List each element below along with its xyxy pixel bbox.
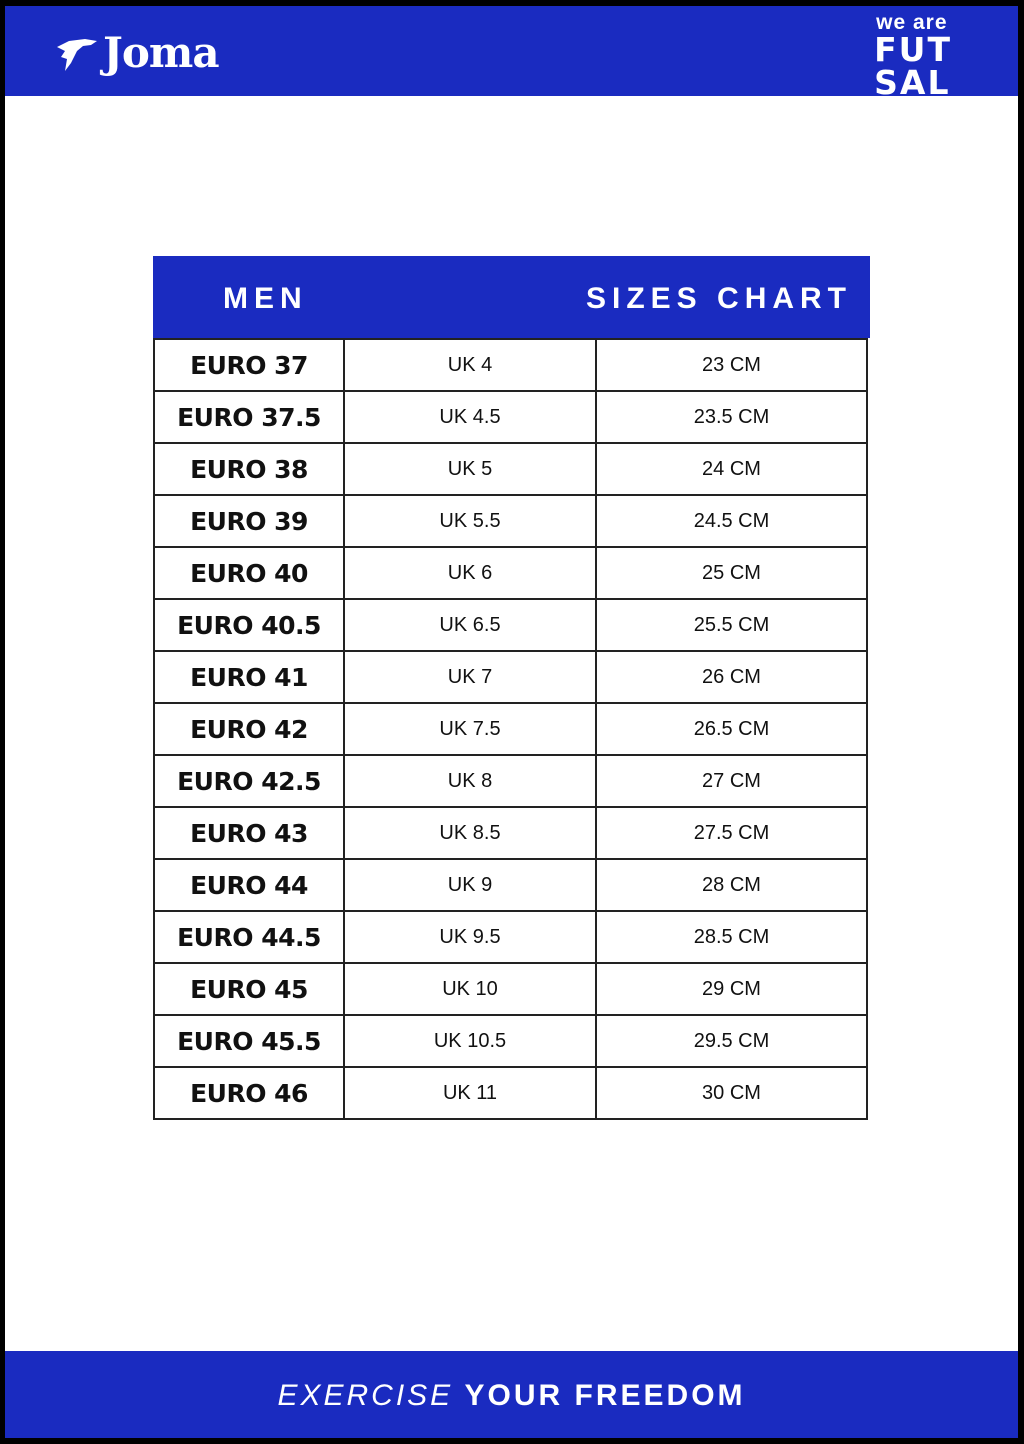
uk-size-cell: UK 8 — [344, 755, 596, 807]
cm-length-cell: 28.5 CM — [596, 911, 867, 963]
we-are-futsal-logo — [874, 11, 952, 102]
table-row — [154, 391, 867, 443]
tagline-your-freedom: YOUR FREEDOM — [464, 1379, 746, 1412]
euro-size-cell: EURO 45.5 — [154, 1015, 344, 1067]
euro-size-cell: EURO 40.5 — [154, 599, 344, 651]
uk-size-cell: UK 8.5 — [344, 807, 596, 859]
cm-length-cell: 30 CM — [596, 1067, 867, 1119]
table-row — [154, 651, 867, 703]
uk-size-cell: UK 9.5 — [344, 911, 596, 963]
slogan-we-are: we are — [876, 11, 948, 34]
uk-size-cell: UK 10 — [344, 963, 596, 1015]
euro-size-cell: EURO 44 — [154, 859, 344, 911]
joma-panther-icon — [55, 33, 99, 73]
euro-size-cell: EURO 37.5 — [154, 391, 344, 443]
uk-size-cell: UK 7.5 — [344, 703, 596, 755]
slogan-sal: SAL — [874, 63, 951, 102]
uk-size-cell: UK 4 — [344, 339, 596, 391]
euro-size-cell: EURO 41 — [154, 651, 344, 703]
joma-logo — [55, 28, 219, 78]
euro-size-cell: EURO 44.5 — [154, 911, 344, 963]
table-row — [154, 911, 867, 963]
size-table — [153, 338, 868, 1120]
cm-length-cell: 25.5 CM — [596, 599, 867, 651]
cm-length-cell: 26 CM — [596, 651, 867, 703]
table-row — [154, 495, 867, 547]
uk-size-cell: UK 6.5 — [344, 599, 596, 651]
cm-length-cell: 24 CM — [596, 443, 867, 495]
table-row — [154, 807, 867, 859]
euro-size-cell: EURO 38 — [154, 443, 344, 495]
euro-size-cell: EURO 40 — [154, 547, 344, 599]
cm-length-cell: 27.5 CM — [596, 807, 867, 859]
cm-length-cell: 29 CM — [596, 963, 867, 1015]
cm-length-cell: 23 CM — [596, 339, 867, 391]
euro-size-cell: EURO 46 — [154, 1067, 344, 1119]
size-chart-page — [5, 6, 1018, 1438]
euro-size-cell: EURO 42.5 — [154, 755, 344, 807]
table-row — [154, 859, 867, 911]
uk-size-cell: UK 6 — [344, 547, 596, 599]
table-row — [154, 443, 867, 495]
table-row — [154, 599, 867, 651]
euro-size-cell: EURO 39 — [154, 495, 344, 547]
cm-length-cell: 23.5 CM — [596, 391, 867, 443]
cm-length-cell: 24.5 CM — [596, 495, 867, 547]
cm-length-cell: 26.5 CM — [596, 703, 867, 755]
header-men: MEN — [223, 282, 308, 315]
tagline-exercise: EXERCISE — [277, 1379, 454, 1412]
uk-size-cell: UK 5.5 — [344, 495, 596, 547]
euro-size-cell: EURO 37 — [154, 339, 344, 391]
table-row — [154, 755, 867, 807]
slogan-fut: FUT — [874, 30, 952, 69]
uk-size-cell: UK 7 — [344, 651, 596, 703]
cm-length-cell: 29.5 CM — [596, 1015, 867, 1067]
table-row — [154, 339, 867, 391]
uk-size-cell: UK 10.5 — [344, 1015, 596, 1067]
top-banner — [5, 6, 1018, 102]
uk-size-cell: UK 5 — [344, 443, 596, 495]
euro-size-cell: EURO 42 — [154, 703, 344, 755]
tagline — [5, 1379, 1018, 1413]
uk-size-cell: UK 4.5 — [344, 391, 596, 443]
bottom-banner — [5, 1351, 1018, 1438]
cm-length-cell: 28 CM — [596, 859, 867, 911]
cm-length-cell: 27 CM — [596, 755, 867, 807]
euro-size-cell: EURO 43 — [154, 807, 344, 859]
table-row — [154, 1015, 867, 1067]
cm-length-cell: 25 CM — [596, 547, 867, 599]
logo-wordmark: Joma — [103, 28, 219, 77]
size-chart-header — [153, 256, 870, 338]
table-row — [154, 547, 867, 599]
size-chart — [153, 256, 870, 1120]
table-row — [154, 1067, 867, 1119]
table-row — [154, 963, 867, 1015]
euro-size-cell: EURO 45 — [154, 963, 344, 1015]
table-row — [154, 703, 867, 755]
uk-size-cell: UK 9 — [344, 859, 596, 911]
header-sizes-chart: SIZES CHART — [586, 282, 853, 315]
uk-size-cell: UK 11 — [344, 1067, 596, 1119]
